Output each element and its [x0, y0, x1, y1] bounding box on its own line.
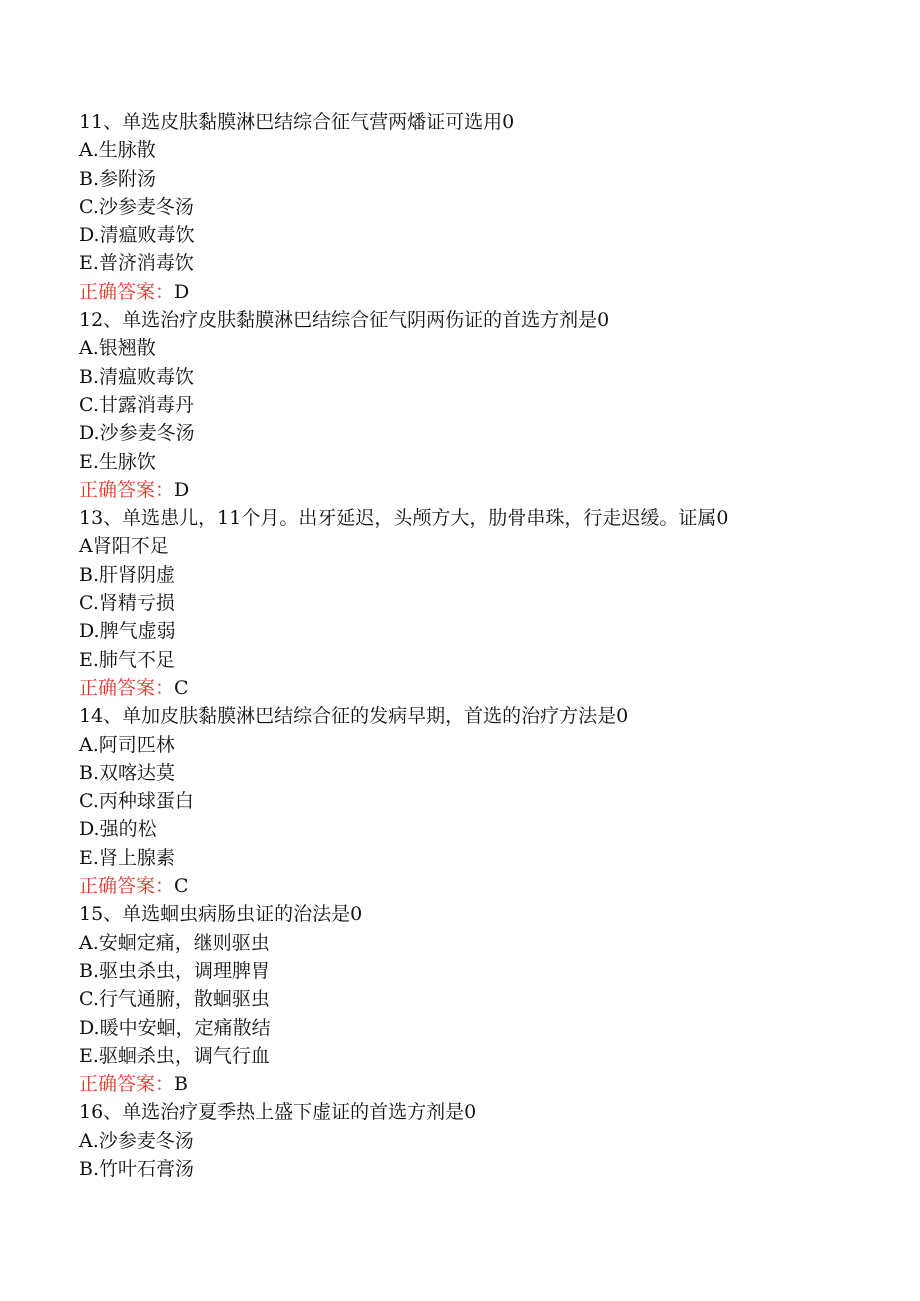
- option-a: A.银翘散: [79, 337, 156, 360]
- option-e: E.驱蛔杀虫，调气行血: [79, 1044, 270, 1067]
- option-c: C.行气通腑，散蛔驱虫: [79, 988, 270, 1011]
- answer-value: C: [174, 676, 189, 699]
- option-a: A肾阳不足: [79, 535, 169, 558]
- option-b: B.肝肾阴虚: [79, 563, 176, 586]
- option-b: B.参附汤: [79, 167, 157, 190]
- answer-line: [79, 278, 879, 306]
- question-stem: 15、单选蛔虫病肠虫证的治法是0: [79, 903, 363, 926]
- option-d: D.暖中安蛔，定痛散结: [79, 1016, 271, 1039]
- answer-line: [79, 1070, 879, 1098]
- question-document: [79, 108, 879, 1183]
- question-stem: 14、单加皮肤黏膜淋巴结综合征的发病早期，首选的治疗方法是0: [79, 705, 629, 728]
- option-b: B.清瘟败毒饮: [79, 365, 195, 388]
- question-stem: 13、单选患儿，11个月。出牙延迟，头颅方大，肋骨串珠，行走迟缓。证属0: [79, 507, 729, 530]
- option-d: D.清瘟败毒饮: [79, 224, 195, 247]
- option-e: E.肺气不足: [79, 648, 175, 671]
- answer-value: D: [174, 280, 190, 303]
- option-b: B.双喀达莫: [79, 761, 176, 784]
- answer-value: D: [174, 478, 190, 501]
- option-a: A.阿司匹林: [79, 733, 175, 756]
- answer-value: B: [174, 1073, 188, 1096]
- option-d: D.脾气虚弱: [79, 620, 176, 643]
- answer-label: 正确答案：: [79, 875, 175, 898]
- option-e: E.肾上腺素: [79, 846, 175, 869]
- answer-label: 正确答案：: [79, 676, 175, 699]
- option-c: C.甘露消毒丹: [79, 393, 194, 416]
- option-d: D.强的松: [79, 818, 157, 841]
- question-15: [79, 900, 879, 1098]
- answer-line: [79, 674, 879, 702]
- option-d: D.沙参麦冬汤: [79, 422, 195, 445]
- answer-value: C: [174, 875, 189, 898]
- option-b: B.驱虫杀虫，调理脾胃: [79, 959, 271, 982]
- option-b: B.竹叶石膏汤: [79, 1157, 195, 1180]
- question-13: [79, 504, 879, 702]
- answer-label: 正确答案：: [79, 280, 175, 303]
- option-a: A.安蛔定痛，继则驱虫: [79, 931, 270, 954]
- answer-line: [79, 476, 879, 504]
- option-e: E.普济消毒饮: [79, 252, 194, 275]
- option-c: C.肾精亏损: [79, 592, 175, 615]
- answer-label: 正确答案：: [79, 1073, 175, 1096]
- question-14: [79, 702, 879, 900]
- option-a: A.沙参麦冬汤: [79, 1129, 194, 1152]
- option-c: C.丙种球蛋白: [79, 790, 194, 813]
- question-stem: 11、单选皮肤黏膜淋巴结综合征气营两燔证可选用0: [79, 111, 515, 133]
- question-16: [79, 1098, 879, 1183]
- answer-line: [79, 872, 879, 900]
- question-12: [79, 306, 879, 504]
- option-c: C.沙参麦冬汤: [79, 195, 194, 218]
- question-stem: 16、单选治疗夏季热上盛下虚证的首选方剂是0: [79, 1101, 477, 1124]
- option-a: A.生脉散: [79, 139, 156, 162]
- option-e: E.生脉饮: [79, 450, 156, 473]
- question-stem: 12、单选治疗皮肤黏膜淋巴结综合征气阴两伤证的首选方剂是0: [79, 309, 610, 332]
- answer-label: 正确答案：: [79, 478, 175, 501]
- question-11: [79, 108, 879, 306]
